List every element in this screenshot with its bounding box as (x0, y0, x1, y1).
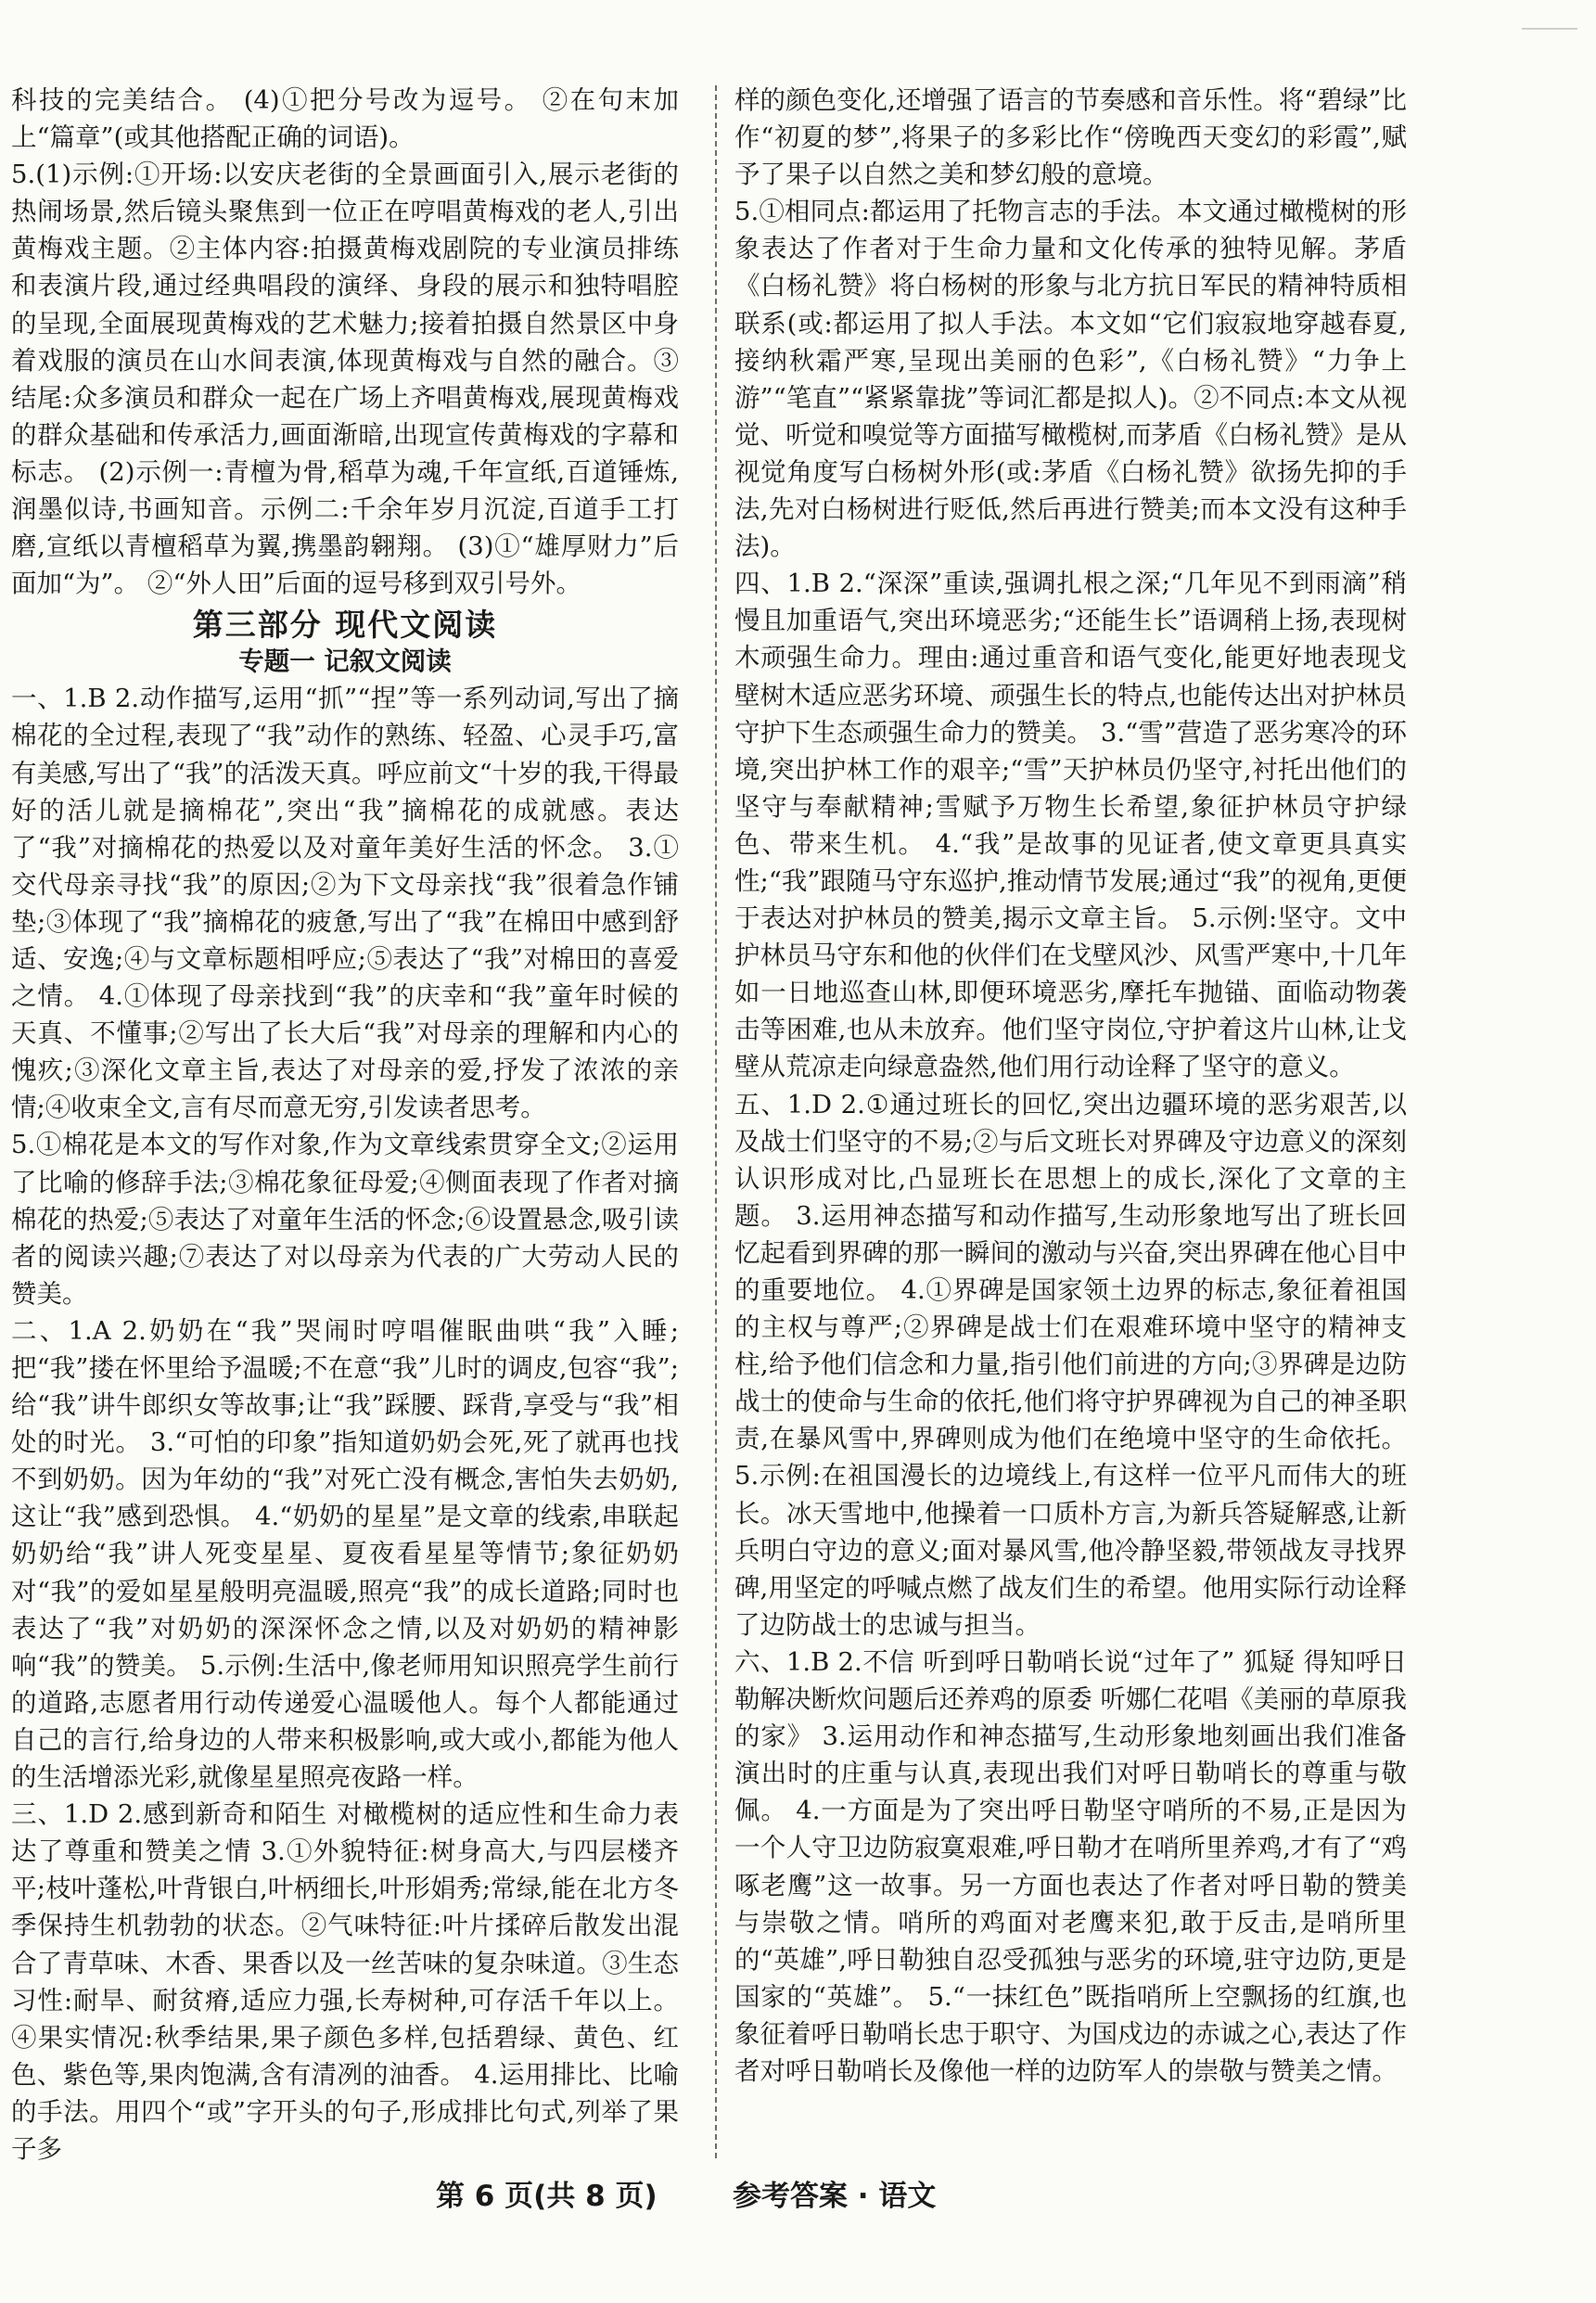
part-title: 第三部分 现代文阅读 (192, 607, 498, 644)
paragraph: 样的颜色变化,还增强了语言的节奏感和音乐性。将“碧绿”比作“初夏的梦”,将果子的多彩比作“傍晚西天变幻的彩霞”,赋予了果子以自然之美和梦幻般的意境。 (734, 85, 1407, 190)
column-divider (715, 85, 717, 2158)
section-1-answers: 一、1.B 2.动作描写,运用“抓”“捏”等一系列动词,写出了摘棉花的全过程,表现了“我”动作的熟练、轻盈、心灵手巧,富有美感,写出了“我”的活泼天真。呼应前文“十岁的我,干得最好的活儿就是摘棉花”,突出“我”摘棉花的成就感。表达了“我”对摘棉花的热爱以及对童年美好生活的怀念。 3.①交代母亲寻找“我”的原因;②为下文母亲找“我”很着急作铺垫;③体现了“我”摘棉花的疲惫,写出了“我”在棉田中感到舒适、安逸;④与文章标题相呼应;⑤表达了“我”对棉田的喜爱之情。 4.①体现了母亲找到“我”的庆幸和“我”童年时候的天真、不懂事;②写出了长大后“我”对母亲的理解和内心的愧疚;③深化文章主旨,表达了对母亲的爱,抒发了浓浓的亲情;④收束全文,言有尽而意无穷,引发读者思考。 (11, 684, 679, 1123)
section-6-answers: 六、1.B 2.不信 听到呼日勒哨长说“过年了” 狐疑 得知呼日勒解决断炊问题后还养鸡的原委 听娜仁花唱《美丽的草原我的家》 3.运用动作和神态描写,生动形象地刻画出我们准备演出时的庄重与认真,表现出我们对呼日勒哨长的尊重与敬佩。 4.一方面是为了突出呼日勒坚守哨所的不易,正是因为一个人守卫边防寂寞艰难,呼日勒才在哨所里养鸡,才有了“鸡啄老鹰”这一故事。另一方面也表达了作者对呼日勒的赞美与崇敬之情。哨所的鸡面对老鹰来犯,敢于反击,是哨所里的“英雄”,呼日勒独自忍受孤独与恶劣的环境,驻守边防,更是国家的“英雄”。 5.“一抹红色”既指哨所上空飘扬的红旗,也象征着呼日勒哨长忠于职守、为国戍边的赤诚之心,表达了作者对呼日勒哨长及像他一样的边防军人的崇敬与赞美之情。 (734, 1646, 1407, 2086)
right-column (734, 82, 1407, 2090)
section-4-answers: 四、1.B 2.“深深”重读,强调扎根之深;“几年见不到雨滴”稍慢且加重语气,突出环境恶劣;“还能生长”语调稍上扬,表现树木顽强生命力。理由:通过重音和语气变化,能更好地表现戈壁树木适应恶劣环境、顽强生长的特点,也能传达出对护林员守护下生态顽强生命力的赞美。 3.“雪”营造了恶劣寒冷的环境,突出护林工作的艰辛;“雪”天护林员仍坚守,衬托出他们的坚守与奉献精神;雪赋予万物生长希望,象征护林员守护绿色、带来生机。 4.“我”是故事的见证者,使文章更具真实性;“我”跟随马守东巡护,推动情节发展;通过“我”的视角,更便于表达对护林员的赞美,揭示文章主旨。 5.示例:坚守。文中护林员马守东和他的伙伴们在戈壁风沙、风雪严寒中,十几年如一日地巡查山林,即便环境恶劣,摩托车抛锚、面临动物袭击等困难,也从未放弃。他们坚守岗位,守护着这片山林,让戈壁从荒凉走向绿意盎然,他们用行动诠释了坚守的意义。 (734, 569, 1407, 1082)
topic-title: 专题一 记叙文阅读 (238, 646, 452, 677)
paragraph: 科技的完美结合。 (4)①把分号改为逗号。 ②在句末加上“篇章”(或其他搭配正确的词语)。 (11, 85, 679, 153)
page-number: 第 6 页(共 8 页) (436, 2180, 658, 2213)
section-2-answers: 二、1.A 2.奶奶在“我”哭闹时哼唱催眠曲哄“我”入睡;把“我”搂在怀里给予温暖;不在意“我”儿时的调皮,包容“我”;给“我”讲牛郎织女等故事;让“我”踩腰、踩背,享受与“我”相处的时光。 3.“可怕的印象”指知道奶奶会死,死了就再也找不到奶奶。因为年幼的“我”对死亡没有概念,害怕失去奶奶,这让“我”感到恐惧。 4.“奶奶的星星”是文章的线索,串联起奶奶给“我”讲人死变星星、夏夜看星星等情节;象征奶奶对“我”的爱如星星般明亮温暖,照亮“我”的成长道路;同时也表达了“我”对奶奶的深深怀念之情,以及对奶奶的精神影响“我”的赞美。 5.示例:生活中,像老师用知识照亮学生前行的道路,志愿者用行动传递爱心温暖他人。每个人都能通过自己的言行,给身边的人带来积极影响,或大或小,都能为他人的生活增添光彩,就像星星照亮夜路一样。 (11, 1315, 679, 1793)
paragraph: 5.①相同点:都运用了托物言志的手法。本文通过橄榄树的形象表达了作者对于生命力量和文化传承的独特见解。茅盾《白杨礼赞》将白杨树的形象与北方抗日军民的精神特质相联系(或:都运用了拟人手法。本文如“它们寂寂地穿越春夏,接纳秋霜严寒,呈现出美丽的色彩”,《白杨礼赞》“力争上游”“笔直”“紧紧靠拢”等词汇都是拟人)。②不同点:本文从视觉、听觉和嗅觉等方面描写橄榄树,而茅盾《白杨礼赞》是从视觉角度写白杨树外形(或:茅盾《白杨礼赞》欲扬先抑的手法,先对白杨树进行贬低,然后再进行赞美;而本文没有这种手法)。 (734, 197, 1407, 562)
left-column (11, 82, 679, 2168)
section-3-answers: 三、1.D 2.感到新奇和陌生 对橄榄树的适应性和生命力表达了尊重和赞美之情 3.①外貌特征:树身高大,与四层楼齐平;枝叶蓬松,叶背银白,叶柄细长,叶形娟秀;常绿,能在北方冬季保持生机勃勃的状态。②气味特征:叶片揉碎后散发出混合了青草味、木香、果香以及一丝苦味的复杂味道。③生态习性:耐旱、耐贫瘠,适应力强,长寿树种,可存活千年以上。④果实情况:秋季结果,果子颜色多样,包括碧绿、黄色、红色、紫色等,果肉饱满,含有清冽的油香。 4.运用排比、比喻的手法。用四个“或”字开头的句子,形成排比句式,列举了果子多 (11, 1799, 679, 2164)
corner-mark (1522, 28, 1577, 30)
footer-label: 参考答案 · 语文 (733, 2180, 937, 2213)
paragraph: 5.(1)示例:①开场:以安庆老街的全景画面引入,展示老街的热闹场景,然后镜头聚焦到一位正在哼唱黄梅戏的老人,引出黄梅戏主题。②主体内容:拍摄黄梅戏剧院的专业演员排练和表演片段,通过经典唱段的演绎、身段的展示和独特唱腔的呈现,全面展现黄梅戏的艺术魅力;接着拍摄自然景区中身着戏服的演员在山水间表演,体现黄梅戏与自然的融合。③结尾:众多演员和群众一起在广场上齐唱黄梅戏,展现黄梅戏的群众基础和传承活力,画面渐暗,出现宣传黄梅戏的字幕和标志。 (2)示例一:青檀为骨,稻草为魂,千年宣纸,百道锤炼,润墨似诗,书画知音。示例二:千余年岁月沉淀,百道手工打磨,宣纸以青檀稻草为翼,携墨韵翱翔。 (3)①“雄厚财力”后面加“为”。 ②“外人田”后面的逗号移到双引号外。 (11, 160, 679, 599)
section-1-q5: 5.①棉花是本文的写作对象,作为文章线索贯穿全文;②运用了比喻的修辞手法;③棉花象征母爱;④侧面表现了作者对摘棉花的热爱;⑤表达了对童年生活的怀念;⑥设置悬念,吸引读者的阅读兴趣;⑦表达了对以母亲为代表的广大劳动人民的赞美。 (11, 1130, 679, 1309)
section-5-answers: 五、1.D 2.①通过班长的回忆,突出边疆环境的恶劣艰苦,以及战士们坚守的不易;②与后文班长对界碑及守边意义的深刻认识形成对比,凸显班长在思想上的成长,深化了文章的主题。 3.运用神态描写和动作描写,生动形象地写出了班长回忆起看到界碑的那一瞬间的激动与兴奋,突出界碑在他心目中的重要地位。 4.①界碑是国家领土边界的标志,象征着祖国的主权与尊严;②界碑是战士们在艰难环境中坚守的精神支柱,给予他们信念和力量,指引他们前进的方向;③界碑是边防战士的使命与生命的依托,他们将守护界碑视为自己的神圣职责,在暴风雪中,界碑则成为他们在绝境中坚守的生命依托。 5.示例:在祖国漫长的边境线上,有这样一位平凡而伟大的班长。冰天雪地中,他操着一口质朴方言,为新兵答疑解惑,让新兵明白守边的意义;面对暴风雪,他冷静坚毅,带领战友寻找界碑,用坚定的呼喊点燃了战友们生的希望。他用实际行动诠释了边防战士的忠诚与担当。 (734, 1089, 1407, 1640)
